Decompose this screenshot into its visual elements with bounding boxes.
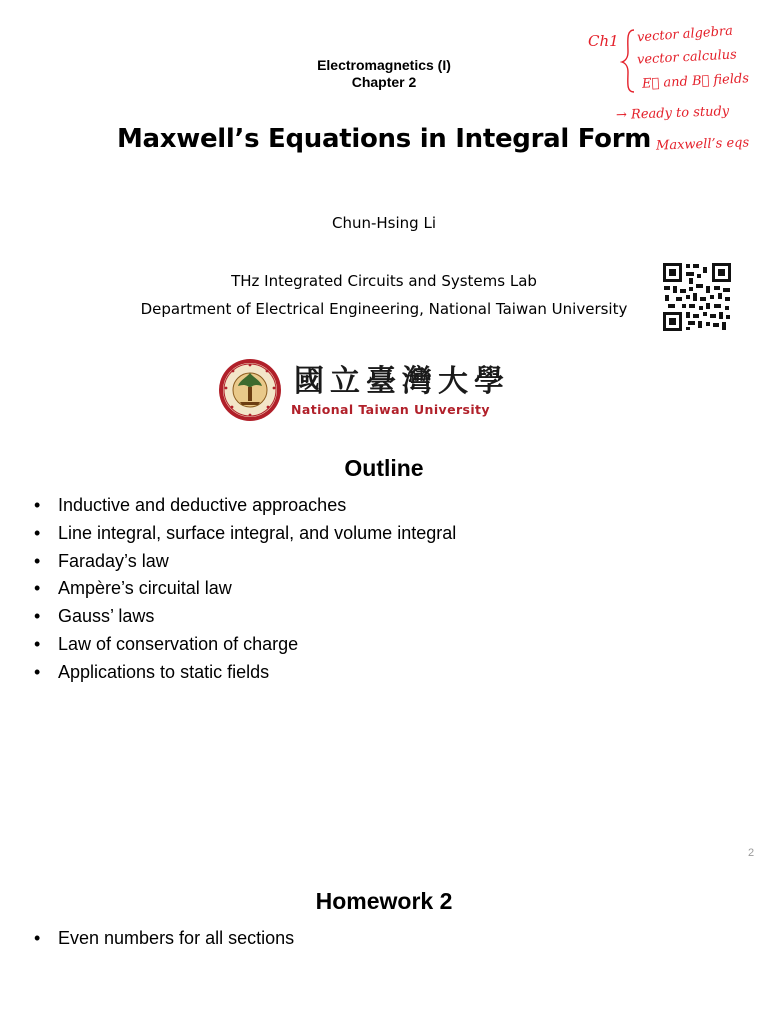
list-item: [34, 603, 456, 631]
chapter-label: Chapter 2: [351, 74, 417, 90]
list-item: [34, 520, 456, 548]
bullet: •: [34, 928, 41, 948]
brace-icon: [620, 28, 636, 99]
author-name: Chun-Hsing Li: [332, 214, 436, 232]
university-chinese-name: 國立臺灣大學: [294, 364, 510, 399]
list-item-text: Faraday’s law: [58, 550, 169, 571]
page-number: 2: [748, 847, 755, 859]
annotation-line-4: → Ready to study: [615, 104, 730, 123]
homework-list: [34, 925, 294, 952]
university-english-name: National Taiwan University: [291, 402, 490, 417]
bullet: •: [34, 633, 41, 654]
list-item-text: Inductive and deductive approaches: [58, 495, 347, 515]
list-item-text: Gauss’ laws: [58, 606, 155, 627]
lab-name: THz Integrated Circuits and Systems Lab: [231, 272, 537, 290]
list-item: [34, 659, 456, 687]
list-item-text: Even numbers for all sections: [58, 928, 295, 948]
bullet: •: [34, 606, 41, 627]
bullet: •: [34, 550, 41, 571]
bullet: •: [34, 495, 41, 515]
list-item-text: Ampère’s circuital law: [58, 578, 232, 599]
outline-list: [34, 492, 456, 687]
qr-code-icon[interactable]: [662, 262, 732, 337]
page-title: Maxwell’s Equations in Integral Form: [116, 124, 652, 154]
list-item-text: Law of conservation of charge: [58, 633, 299, 654]
bullet: •: [34, 578, 41, 599]
bullet: •: [34, 661, 41, 682]
annotation-line-5: Maxwell’s eqs: [655, 135, 750, 154]
ntu-seal-icon: [218, 358, 282, 427]
outline-title: Outline: [344, 455, 424, 481]
list-item: [34, 492, 456, 520]
list-item-text: Applications to static fields: [58, 661, 270, 682]
course-name: Electromagnetics (I): [317, 57, 451, 73]
department-name: Department of Electrical Engineering, National Taiwan University: [140, 300, 628, 318]
annotation-line-1: vector algebra: [636, 23, 734, 46]
annotation-chapter-note: Ch1: [588, 32, 619, 50]
bullet: •: [34, 522, 41, 543]
annotation-line-3: E⃗ and B⃗ fields: [641, 71, 750, 92]
annotation-line-2: vector calculus: [636, 47, 738, 68]
list-item: [34, 575, 456, 603]
list-item: [34, 925, 294, 952]
list-item-text: Line integral, surface integral, and volume integral: [58, 522, 457, 543]
list-item: [34, 631, 456, 659]
list-item: [34, 548, 456, 576]
homework-title: Homework 2: [315, 888, 453, 914]
